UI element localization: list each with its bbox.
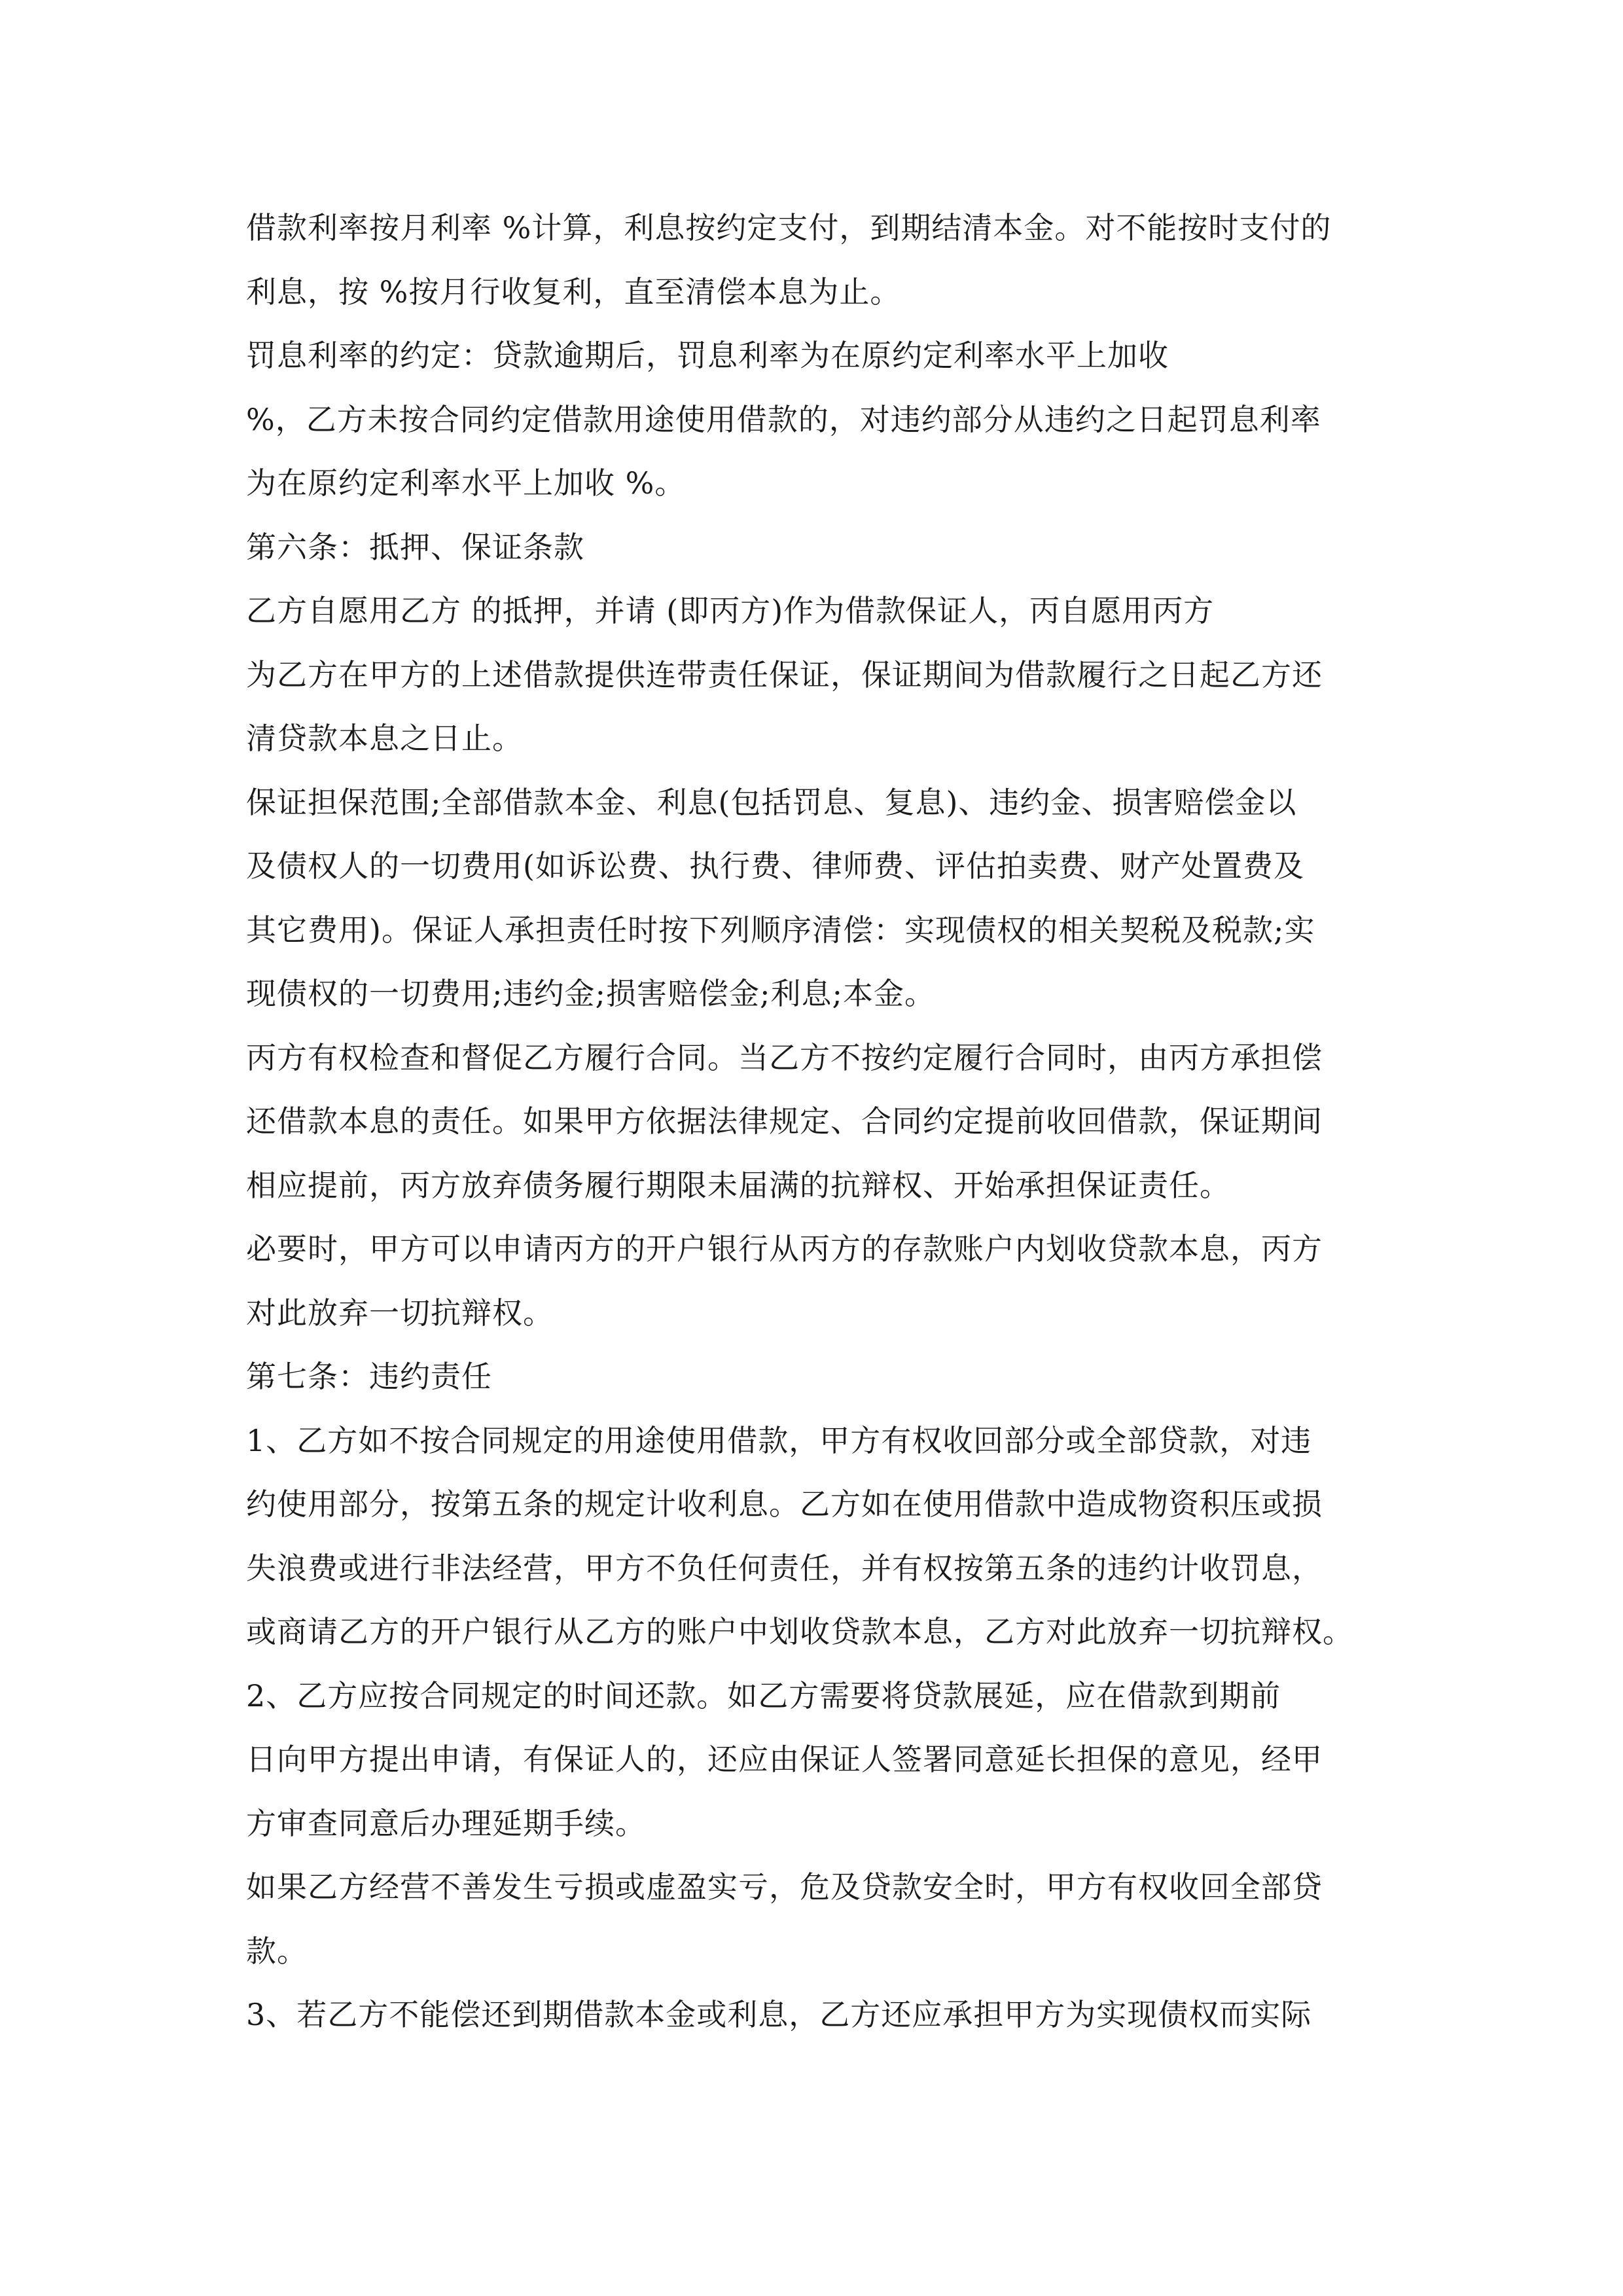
text-line: 现债权的一切费用;违约金;损害赔偿金;利息;本金。 — [246, 976, 935, 1011]
text-line: 日向甲方提出申请，有保证人的，还应由保证人签署同意延长担保的意见，经甲 — [246, 1742, 1323, 1777]
text-line: 如果乙方经营不善发生亏损或虚盈实亏，危及贷款安全时，甲方有权收回全部贷 — [246, 1869, 1323, 1905]
document-body — [246, 196, 1398, 2047]
text-line: 款。 — [246, 1933, 308, 1969]
text-line: 对此放弃一切抗辩权。 — [246, 1295, 554, 1331]
text-line: 清贷款本息之日止。 — [246, 721, 523, 756]
section-heading: 第六条：抵押、保证条款 — [246, 529, 584, 565]
text-line: 及债权人的一切费用(如诉讼费、执行费、律师费、评估拍卖费、财产处置费及 — [246, 848, 1304, 884]
text-line: 必要时，甲方可以申请丙方的开户银行从丙方的存款账户内划收贷款本息，丙方 — [246, 1231, 1323, 1266]
section-heading: 第七条：违约责任 — [246, 1359, 492, 1394]
text-line: 1、乙方如不按合同规定的用途使用借款，甲方有权收回部分或全部贷款，对违 — [246, 1422, 1312, 1458]
text-line: 或商请乙方的开户银行从乙方的账户中划收贷款本息，乙方对此放弃一切抗辩权。 — [246, 1614, 1353, 1649]
text-line: 约使用部分，按第五条的规定计收利息。乙方如在使用借款中造成物资积压或损 — [246, 1486, 1323, 1522]
text-line: 2、乙方应按合同规定的时间还款。如乙方需要将贷款展延，应在借款到期前 — [246, 1677, 1281, 1713]
text-line: 方审查同意后办理延期手续。 — [246, 1805, 646, 1841]
text-line: %，乙方未按合同约定借款用途使用借款的，对违约部分从违约之日起罚息利率 — [246, 401, 1321, 437]
text-line: 其它费用)。保证人承担责任时按下列顺序清偿：实现债权的相关契税及税款;实 — [246, 912, 1315, 948]
text-line: 为乙方在甲方的上述借款提供连带责任保证，保证期间为借款履行之日起乙方还 — [246, 656, 1323, 692]
text-line: 丙方有权检查和督促乙方履行合同。当乙方不按约定履行合同时，由丙方承担偿 — [246, 1039, 1323, 1075]
text-line: 为在原约定利率水平上加收 %。 — [246, 465, 686, 501]
text-line: 乙方自愿用乙方 的抵押，并请 (即丙方)作为借款保证人，丙自愿用丙方 — [246, 593, 1215, 628]
text-line: 还借款本息的责任。如果甲方依据法律规定、合同约定提前收回借款，保证期间 — [246, 1103, 1323, 1139]
text-line: 3、若乙方不能偿还到期借款本金或利息，乙方还应承担甲方为实现债权而实际 — [246, 1997, 1312, 2032]
text-line: 利息，按 %按月行收复利，直至清偿本息为止。 — [246, 274, 901, 310]
text-line: 保证担保范围;全部借款本金、利息(包括罚息、复息)、违约金、损害赔偿金以 — [246, 784, 1297, 820]
text-line: 罚息利率的约定：贷款逾期后，罚息利率为在原约定利率水平上加收 — [246, 338, 1169, 373]
text-line: 借款利率按月利率 %计算，利息按约定支付，到期结清本金。对不能按时支付的 — [246, 210, 1332, 245]
text-line: 相应提前，丙方放弃债务履行期限未届满的抗辩权、开始承担保证责任。 — [246, 1167, 1230, 1203]
text-line: 失浪费或进行非法经营，甲方不负任何责任，并有权按第五条的违约计收罚息， — [246, 1550, 1323, 1586]
